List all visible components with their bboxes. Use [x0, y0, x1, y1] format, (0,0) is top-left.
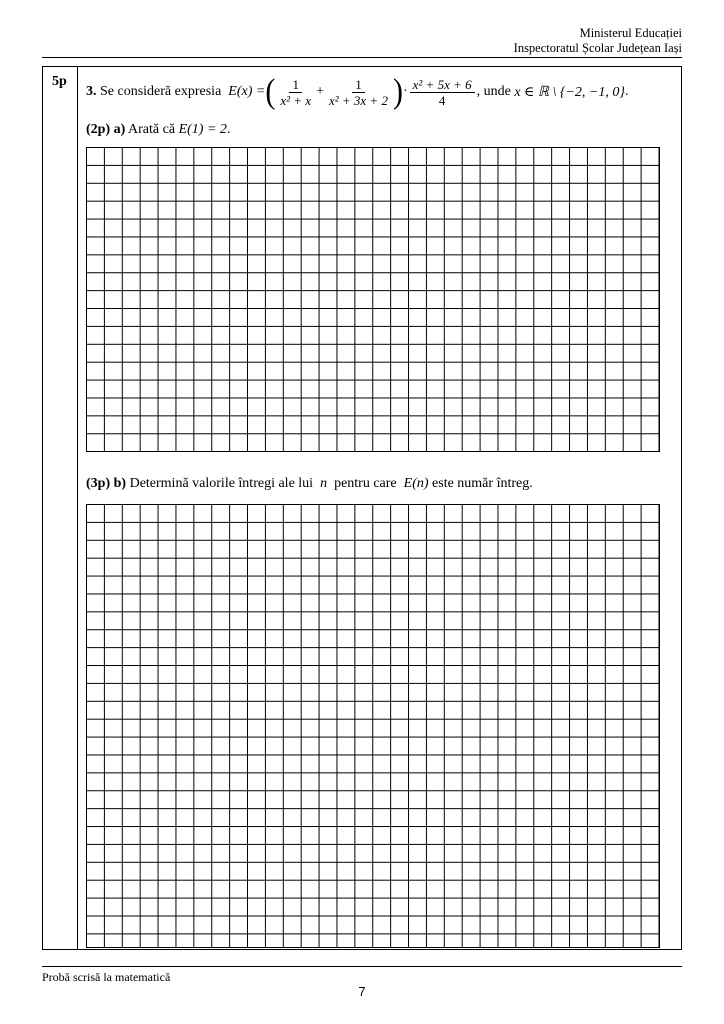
right-paren: ) — [392, 72, 403, 111]
part-a-text: Arată că — [128, 122, 176, 137]
part-b-expression: E(n) — [403, 476, 429, 491]
statement-end: . — [624, 84, 629, 99]
box-inner-top-border — [42, 66, 682, 67]
part-b-text-1: Determină valorile întregi ale lui — [129, 476, 314, 491]
fraction-1 — [277, 77, 314, 108]
part-b-question — [86, 476, 533, 492]
header-inspectorate: Inspectoratul Școlar Județean Iași — [513, 41, 682, 55]
domain-text: , unde — [476, 84, 511, 99]
fraction-2 — [326, 77, 391, 108]
page-number: 7 — [358, 984, 366, 999]
box-top-border — [42, 57, 682, 58]
problem-intro: Se consideră expresia — [100, 84, 222, 99]
points-column-divider — [77, 66, 78, 950]
part-a-question — [86, 122, 230, 138]
header-ministry: Ministerul Educației — [579, 26, 682, 40]
part-b-text-2: pentru care — [334, 476, 397, 491]
part-b-variable: n — [320, 476, 328, 491]
left-paren: ( — [265, 72, 276, 111]
problem-statement — [86, 74, 628, 110]
part-b-points: (3p) — [86, 476, 111, 491]
box-right-border — [681, 66, 682, 950]
fraction-2-numerator: 1 — [352, 77, 365, 93]
fraction-3-denominator: 4 — [438, 92, 446, 108]
plus-sign: + — [316, 84, 324, 99]
part-a-expression: E(1) = 2 — [178, 122, 227, 137]
part-a-points: (2p) — [86, 122, 111, 137]
footer-rule — [42, 966, 682, 967]
expression-lhs: E(x) = — [228, 84, 266, 99]
fraction-2-denominator: x² + 3x + 2 — [328, 92, 388, 108]
part-a-label: a) — [113, 122, 126, 137]
fraction-1-denominator: x² + x — [280, 92, 312, 108]
domain-expression: x ∈ ℝ \ {−2, −1, 0} — [514, 84, 625, 100]
footer-exam-title: Probă scrisă la matematică — [42, 970, 171, 984]
fraction-1-numerator: 1 — [289, 77, 302, 93]
part-b-label: b) — [113, 476, 127, 491]
fraction-3-numerator: x² + 5x + 6 — [410, 77, 475, 93]
part-a-end: . — [226, 122, 231, 137]
fraction-3 — [410, 77, 475, 108]
problem-points: 5p — [52, 74, 67, 89]
part-b-text-3: este număr întreg. — [432, 476, 533, 491]
box-left-border — [42, 66, 43, 950]
answer-grid-a[interactable] — [86, 147, 660, 452]
box-bottom-border — [42, 949, 682, 950]
answer-grid-b[interactable] — [86, 504, 660, 948]
problem-number: 3. — [86, 84, 97, 99]
dot-operator: · — [402, 84, 408, 99]
